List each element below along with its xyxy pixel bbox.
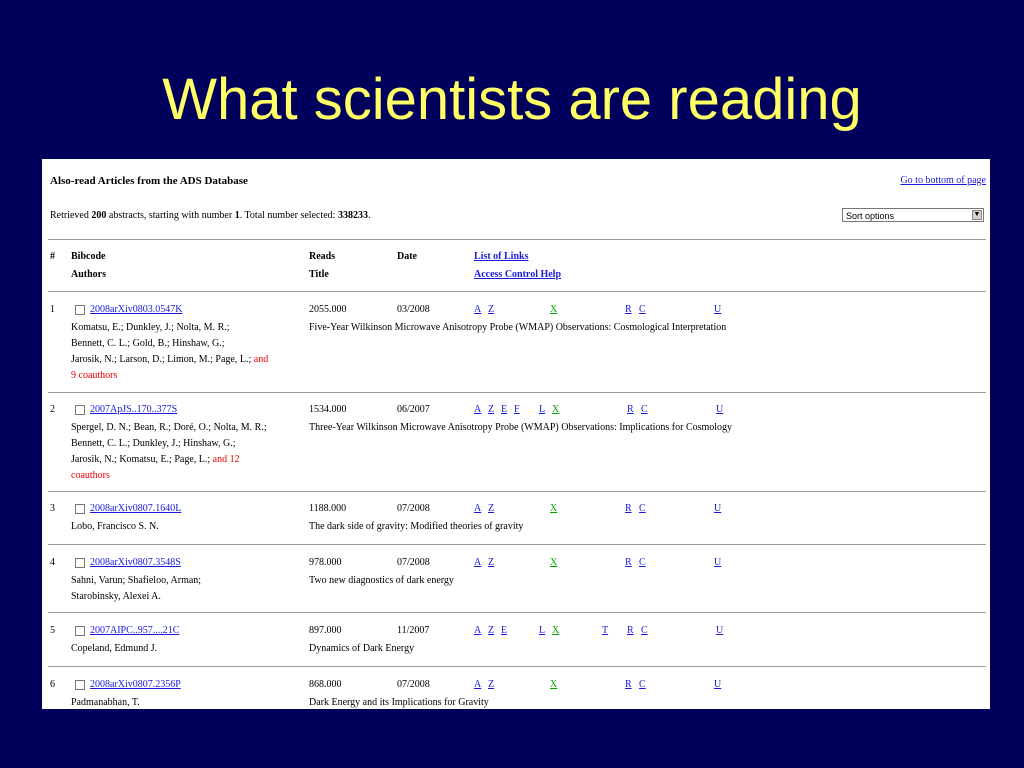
bibcode-link[interactable]: 2008arXiv0807.2356P [90, 679, 181, 690]
link-l[interactable]: L [539, 625, 546, 636]
bibcode-link[interactable]: 2008arXiv0807.3548S [90, 557, 181, 568]
divider [48, 491, 986, 492]
link-z[interactable]: Z [488, 679, 495, 690]
link-references[interactable]: R [625, 679, 632, 690]
select-checkbox[interactable] [75, 680, 85, 690]
more-coauthors-link[interactable]: 9 coauthors [71, 370, 118, 381]
link-citations[interactable]: C [639, 557, 646, 568]
row-number: 4 [50, 557, 55, 568]
authors [71, 420, 311, 484]
link-z[interactable]: Z [488, 503, 495, 514]
author-line [71, 452, 311, 468]
select-checkbox[interactable] [75, 626, 85, 636]
link-x[interactable]: X [550, 679, 558, 690]
retrieved-post: . [367, 210, 371, 221]
link-citations[interactable]: C [639, 679, 646, 690]
sort-options-select[interactable] [842, 208, 984, 222]
bibcode-link[interactable]: 2008arXiv0803.0547K [90, 304, 183, 315]
col-title: Title [309, 269, 329, 280]
divider [48, 666, 986, 667]
link-u[interactable]: U [716, 625, 724, 636]
link-abstract[interactable]: A [474, 557, 482, 568]
author-line-text: Jarosik, N.; Komatsu, E.; Page, L.; [71, 454, 213, 465]
link-references[interactable]: R [627, 625, 634, 636]
link-abstract[interactable]: A [474, 304, 482, 315]
divider [48, 239, 986, 240]
link-e[interactable]: E [501, 404, 508, 415]
article-title: The dark side of gravity: Modified theories of gravity [309, 521, 524, 532]
slide-title: What scientists are reading [162, 67, 862, 132]
link-u[interactable]: U [714, 679, 722, 690]
retrieved-pre: Retrieved [50, 210, 92, 221]
row-number: 5 [50, 625, 55, 636]
retrieved-mid2: . Total number selected: [239, 210, 338, 221]
author-line: Komatsu, E.; Dunkley, J.; Nolta, M. R.; [71, 322, 230, 333]
date-value: 03/2008 [397, 304, 430, 315]
select-checkbox[interactable] [75, 504, 85, 514]
link-citations[interactable]: C [639, 503, 646, 514]
reads-value: 2055.000 [309, 304, 347, 315]
link-l[interactable]: L [539, 404, 546, 415]
bibcode-link[interactable]: 2008arXiv0807.1640L [90, 503, 182, 514]
select-checkbox[interactable] [75, 558, 85, 568]
link-citations[interactable]: C [639, 304, 646, 315]
ads-results-panel [42, 159, 990, 709]
divider [48, 291, 986, 292]
link-x[interactable]: X [550, 503, 558, 514]
authors [71, 519, 159, 535]
link-u[interactable]: U [716, 404, 724, 415]
link-z[interactable]: Z [488, 625, 495, 636]
link-citations[interactable]: C [641, 625, 648, 636]
col-bibcode: Bibcode [71, 251, 106, 262]
col-num: # [50, 251, 55, 262]
article-title: Dark Energy and its Implications for Gravity [309, 697, 489, 708]
article-title: Dynamics of Dark Energy [309, 643, 415, 654]
link-references[interactable]: R [625, 503, 632, 514]
more-coauthors-link[interactable]: coauthors [71, 470, 110, 481]
article-title: Five-Year Wilkinson Microwave Anisotropy Probe (WMAP) Observations: Cosmological Interpretation [309, 322, 727, 333]
article-title: Three-Year Wilkinson Microwave Anisotropy Probe (WMAP) Observations: Implications for Cosmology [309, 422, 733, 433]
link-x[interactable]: X [550, 304, 558, 315]
row-number: 1 [50, 304, 55, 315]
retrieved-count: 200 [91, 210, 107, 221]
go-to-bottom-link[interactable]: Go to bottom of page [900, 175, 986, 186]
row-number: 3 [50, 503, 55, 514]
date-value: 06/2007 [397, 404, 430, 415]
link-u[interactable]: U [714, 304, 722, 315]
date-value: 07/2008 [397, 503, 430, 514]
author-line: Copeland, Edmund J. [71, 643, 158, 654]
reads-value: 978.000 [309, 557, 342, 568]
link-z[interactable]: Z [488, 304, 495, 315]
link-abstract[interactable]: A [474, 679, 482, 690]
author-line: Sahni, Varun; Shafieloo, Arman; [71, 575, 202, 586]
link-abstract[interactable]: A [474, 404, 482, 415]
link-abstract[interactable]: A [474, 625, 482, 636]
link-x[interactable]: X [550, 557, 558, 568]
link-x[interactable]: X [552, 404, 560, 415]
author-line [71, 352, 311, 368]
reads-value: 1534.000 [309, 404, 347, 415]
link-citations[interactable]: C [641, 404, 648, 415]
retrieved-summary [50, 208, 370, 224]
col-reads: Reads [309, 251, 336, 262]
date-value: 07/2008 [397, 557, 430, 568]
author-line: Starobinsky, Alexei A. [71, 591, 161, 602]
author-line: Lobo, Francisco S. N. [71, 521, 159, 532]
link-u[interactable]: U [714, 557, 722, 568]
divider [48, 392, 986, 393]
retrieved-total: 338233 [337, 210, 368, 221]
bibcode-link[interactable]: 2007AIPC..957....21C [90, 625, 180, 636]
panel-title: Also-read Articles from the ADS Database [50, 175, 248, 187]
authors [71, 320, 311, 384]
date-value: 07/2008 [397, 679, 430, 690]
author-line: Padmanabhan, T. [71, 697, 140, 708]
link-x[interactable]: X [552, 625, 560, 636]
author-line: Bennett, C. L.; Dunkley, J.; Hinshaw, G.; [71, 438, 236, 449]
divider [48, 544, 986, 545]
sort-options-value: Sort options [846, 211, 895, 221]
row-number: 6 [50, 679, 55, 690]
link-abstract[interactable]: A [474, 503, 482, 514]
date-value: 11/2007 [397, 625, 430, 636]
link-f[interactable]: F [514, 404, 520, 415]
link-references[interactable]: R [627, 404, 634, 415]
list-of-links-link[interactable]: List of Links [474, 251, 529, 262]
access-control-help-link[interactable]: Access Control Help [474, 269, 562, 280]
retrieved-mid: abstracts, starting with number [106, 210, 235, 221]
reads-value: 1188.000 [309, 503, 347, 514]
authors [71, 641, 157, 657]
article-title: Two new diagnostics of dark energy [309, 575, 454, 586]
author-line: Bennett, C. L.; Gold, B.; Hinshaw, G.; [71, 338, 225, 349]
link-t[interactable]: T [602, 625, 609, 636]
col-date: Date [397, 251, 417, 262]
bibcode-link[interactable]: 2007ApJS..170..377S [90, 404, 178, 415]
authors [71, 695, 140, 709]
retrieved-start: 1 [234, 210, 240, 221]
dropdown-arrow-icon[interactable]: ▼ [973, 211, 981, 218]
reads-value: 897.000 [309, 625, 342, 636]
select-checkbox[interactable] [75, 305, 85, 315]
link-e[interactable]: E [501, 625, 508, 636]
link-references[interactable]: R [625, 557, 632, 568]
author-line-text: Jarosik, N.; Larson, D.; Limon, M.; Page, L.; [71, 354, 254, 365]
link-z[interactable]: Z [488, 557, 495, 568]
col-authors: Authors [71, 269, 107, 280]
link-references[interactable]: R [625, 304, 632, 315]
reads-value: 868.000 [309, 679, 342, 690]
link-z[interactable]: Z [488, 404, 495, 415]
row-number: 2 [50, 404, 55, 415]
link-u[interactable]: U [714, 503, 722, 514]
more-coauthors-link[interactable]: and [253, 354, 269, 365]
authors [71, 573, 201, 605]
select-checkbox[interactable] [75, 405, 85, 415]
author-line: Spergel, D. N.; Bean, R.; Doré, O.; Nolta, M. R.; [71, 422, 267, 433]
more-coauthors-link[interactable]: and 12 [212, 454, 240, 465]
divider [48, 612, 986, 613]
